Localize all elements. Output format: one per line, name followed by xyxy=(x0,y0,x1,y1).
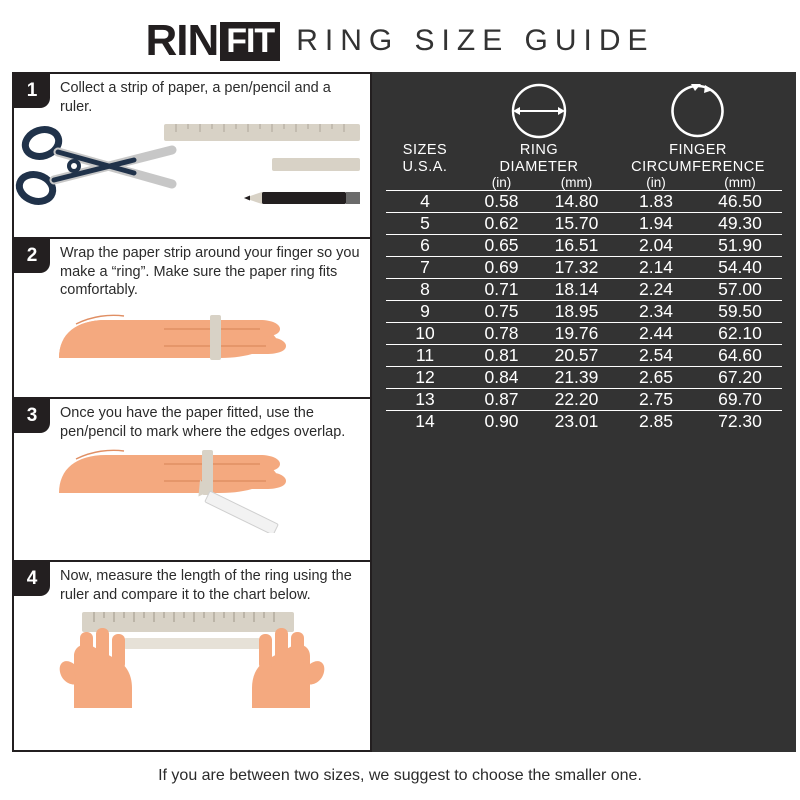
cell-circumference-in: 2.65 xyxy=(614,367,698,389)
table-row xyxy=(386,191,782,213)
cell-circumference-in: 2.75 xyxy=(614,389,698,411)
cell-circumference-in: 2.85 xyxy=(614,411,698,433)
cell-circumference-mm: 64.60 xyxy=(698,345,782,367)
content-area xyxy=(0,72,800,752)
step-4 xyxy=(14,562,370,750)
cell-diameter-mm: 19.76 xyxy=(539,323,614,345)
cell-diameter-in: 0.87 xyxy=(464,389,539,411)
table-icon-row xyxy=(386,80,782,142)
hand-with-paper-ring-icon xyxy=(14,300,370,380)
cell-diameter-in: 0.71 xyxy=(464,279,539,301)
page-header xyxy=(0,0,800,72)
cell-size: 8 xyxy=(386,279,464,301)
cell-size: 14 xyxy=(386,411,464,433)
page-title: RING SIZE GUIDE xyxy=(296,24,655,57)
step-1 xyxy=(14,74,370,239)
cell-circumference-mm: 67.20 xyxy=(698,367,782,389)
step-2-illustration xyxy=(14,300,370,385)
cell-diameter-in: 0.69 xyxy=(464,257,539,279)
logo-text-main: RIN xyxy=(145,16,219,65)
unit-circumference-in: (in) xyxy=(646,175,666,191)
ruler-scissors-pencil-icon xyxy=(14,116,370,221)
table-row xyxy=(386,323,782,345)
cell-diameter-mm: 14.80 xyxy=(539,191,614,213)
cell-diameter-mm: 22.20 xyxy=(539,389,614,411)
step-2 xyxy=(14,239,370,399)
table-row xyxy=(386,301,782,323)
header-circumference-line2: CIRCUMFERENCE xyxy=(631,158,765,175)
cell-diameter-mm: 21.39 xyxy=(539,367,614,389)
hand-with-pencil-icon xyxy=(14,441,370,533)
cell-circumference-in: 2.34 xyxy=(614,301,698,323)
cell-diameter-in: 0.81 xyxy=(464,345,539,367)
table-row xyxy=(386,367,782,389)
cell-circumference-mm: 72.30 xyxy=(698,411,782,433)
step-1-text: Collect a strip of paper, a pen/pencil and a ruler. xyxy=(60,80,331,115)
header-diameter-line2: DIAMETER xyxy=(499,158,579,175)
cell-diameter-mm: 15.70 xyxy=(539,213,614,235)
cell-diameter-mm: 18.14 xyxy=(539,279,614,301)
table-header-groups xyxy=(386,142,782,175)
header-diameter-line1: RING xyxy=(519,142,559,158)
step-1-number: 1 xyxy=(14,74,50,108)
cell-circumference-in: 1.94 xyxy=(614,213,698,235)
brand-logo xyxy=(145,16,280,66)
unit-diameter-in: (in) xyxy=(491,175,512,191)
table-row xyxy=(386,345,782,367)
table-row xyxy=(386,411,782,433)
unit-circumference-mm: (mm) xyxy=(724,175,756,191)
cell-diameter-in: 0.75 xyxy=(464,301,539,323)
cell-circumference-mm: 51.90 xyxy=(698,235,782,257)
step-2-text: Wrap the paper strip around your finger so you make a “ring”. Make sure the paper ring fits comfortably. xyxy=(60,245,360,299)
header-sizes-line2: U.S.A. xyxy=(402,158,448,175)
cell-diameter-mm: 17.32 xyxy=(539,257,614,279)
cell-circumference-mm: 57.00 xyxy=(698,279,782,301)
cell-circumference-mm: 46.50 xyxy=(698,191,782,213)
cell-size: 4 xyxy=(386,191,464,213)
cell-size: 7 xyxy=(386,257,464,279)
cell-circumference-mm: 62.10 xyxy=(698,323,782,345)
unit-spacer xyxy=(386,175,464,191)
cell-circumference-in: 2.04 xyxy=(614,235,698,257)
table-row xyxy=(386,257,782,279)
step-4-illustration xyxy=(14,604,370,719)
left-hand-shape xyxy=(60,628,132,708)
cell-diameter-in: 0.62 xyxy=(464,213,539,235)
cell-circumference-in: 2.44 xyxy=(614,323,698,345)
step-1-illustration xyxy=(14,116,370,226)
cell-circumference-in: 2.24 xyxy=(614,279,698,301)
ring-size-table xyxy=(386,142,782,432)
cell-diameter-mm: 16.51 xyxy=(539,235,614,257)
size-table-panel xyxy=(372,72,796,752)
cell-size: 12 xyxy=(386,367,464,389)
instructions-column xyxy=(12,72,372,752)
cell-diameter-mm: 20.57 xyxy=(539,345,614,367)
step-3-number: 3 xyxy=(14,399,50,433)
step-4-number: 4 xyxy=(14,562,50,596)
step-3-text: Once you have the paper fitted, use the pen/pencil to mark where the edges overlap. xyxy=(60,405,346,440)
header-ring-diameter xyxy=(464,142,614,175)
table-row xyxy=(386,213,782,235)
cell-size: 6 xyxy=(386,235,464,257)
cell-diameter-in: 0.65 xyxy=(464,235,539,257)
cell-circumference-mm: 54.40 xyxy=(698,257,782,279)
logo-text-box: FIT xyxy=(220,22,280,61)
cell-circumference-mm: 69.70 xyxy=(698,389,782,411)
cell-size: 5 xyxy=(386,213,464,235)
header-sizes xyxy=(386,142,464,175)
unit-diameter-mm: (mm) xyxy=(560,175,593,191)
cell-diameter-in: 0.90 xyxy=(464,411,539,433)
cell-circumference-in: 1.83 xyxy=(614,191,698,213)
cell-size: 13 xyxy=(386,389,464,411)
cell-size: 11 xyxy=(386,345,464,367)
cell-circumference-mm: 49.30 xyxy=(698,213,782,235)
cell-circumference-mm: 59.50 xyxy=(698,301,782,323)
cell-diameter-mm: 18.95 xyxy=(539,301,614,323)
right-hand-shape xyxy=(252,628,324,708)
table-row xyxy=(386,279,782,301)
table-header-units xyxy=(386,175,782,191)
step-4-text: Now, measure the length of the ring using the ruler and compare it to the chart below. xyxy=(60,568,352,603)
cell-diameter-in: 0.84 xyxy=(464,367,539,389)
header-sizes-line1: SIZES xyxy=(402,142,448,158)
table-row xyxy=(386,235,782,257)
scissors-shape xyxy=(16,125,62,205)
header-finger-circumference xyxy=(614,142,782,175)
cell-diameter-in: 0.58 xyxy=(464,191,539,213)
cell-size: 9 xyxy=(386,301,464,323)
table-row xyxy=(386,389,782,411)
footer-note: If you are between two sizes, we suggest to choose the smaller one. xyxy=(158,767,642,784)
hands-measuring-ruler-icon xyxy=(14,604,370,714)
cell-circumference-in: 2.54 xyxy=(614,345,698,367)
finger-circumference-icon xyxy=(614,82,782,140)
step-3 xyxy=(14,399,370,562)
header-circumference-line1: FINGER xyxy=(669,142,727,158)
ring-diameter-icon xyxy=(464,82,614,140)
cell-circumference-in: 2.14 xyxy=(614,257,698,279)
step-2-number: 2 xyxy=(14,239,50,273)
cell-diameter-in: 0.78 xyxy=(464,323,539,345)
cell-size: 10 xyxy=(386,323,464,345)
step-3-illustration xyxy=(14,441,370,538)
cell-diameter-mm: 23.01 xyxy=(539,411,614,433)
pencil-shape xyxy=(244,192,360,204)
